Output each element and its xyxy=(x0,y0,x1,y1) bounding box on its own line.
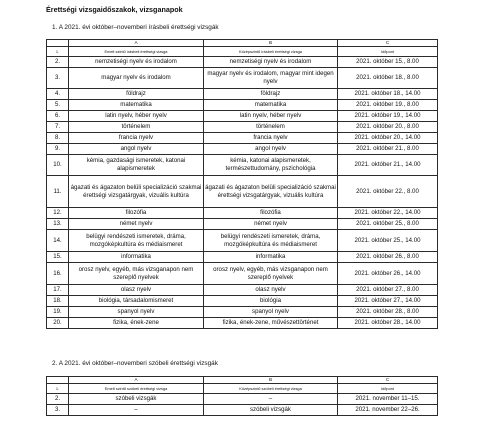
row-number: 5. xyxy=(47,100,69,111)
advanced-level-subject: magyar nyelv és irodalom xyxy=(69,68,204,89)
exam-time: 2021. október 18., 8.00 xyxy=(338,68,438,89)
advanced-level-subject: orosz nyelv, egyéb, más vizsganapon nem szereplő nyelvek xyxy=(69,263,204,285)
row-number: 1. xyxy=(47,384,69,394)
exam-time: 2021. október 15., 8.00 xyxy=(338,57,438,68)
column-letter-row xyxy=(47,377,438,384)
row-number: 18. xyxy=(47,296,69,307)
column-title-row xyxy=(47,384,438,394)
table-row xyxy=(47,318,438,329)
table-row xyxy=(47,394,438,405)
table-row xyxy=(47,100,438,111)
row-number: 13. xyxy=(47,219,69,230)
section-1-title: 1. A 2021. évi október–novemberi írásbeli érettségi vizsgák xyxy=(52,24,219,31)
advanced-level-subject: francia nyelv xyxy=(69,133,204,144)
advanced-level-subject: biológia, társadalomismeret xyxy=(69,296,204,307)
table-row xyxy=(47,89,438,100)
advanced-level-subject: ágazati és ágazaton belüli specializáció szakmai érettségi vizsgatárgyak, vizuális kultúra xyxy=(69,176,204,208)
column-title: Középszintű szóbeli érettségi vizsga xyxy=(204,384,338,394)
intermediate-level-subject: nemzetiségi nyelv és irodalom xyxy=(204,57,338,68)
corner-cell xyxy=(47,40,69,47)
exam-time: 2021. október 28., 8.00 xyxy=(338,307,438,318)
row-number: 15. xyxy=(47,252,69,263)
exam-time: 2021. október 26., 8.00 xyxy=(338,252,438,263)
table-row xyxy=(47,219,438,230)
row-number: 1. xyxy=(47,47,69,57)
row-number: 20. xyxy=(47,318,69,329)
row-number: 3. xyxy=(47,405,69,416)
advanced-level-subject: olasz nyelv xyxy=(69,285,204,296)
intermediate-level-subject: latin nyelv, héber nyelv xyxy=(204,111,338,122)
intermediate-level-subject: belügyi rendészeti ismeretek, dráma, mozgóképkultúra és médiaismeret xyxy=(204,230,338,252)
table-row xyxy=(47,285,438,296)
row-number: 6. xyxy=(47,111,69,122)
column-title: Időpont xyxy=(338,47,438,57)
intermediate-level-subject: informatika xyxy=(204,252,338,263)
column-header: B xyxy=(204,377,338,384)
table-row xyxy=(47,68,438,89)
table-row xyxy=(47,252,438,263)
advanced-level-subject: földrajz xyxy=(69,89,204,100)
intermediate-level-subject: matematika xyxy=(204,100,338,111)
table-row xyxy=(47,133,438,144)
exam-time: 2021. október 22., 8.00 xyxy=(338,176,438,208)
advanced-level-subject: latin nyelv, héber nyelv xyxy=(69,111,204,122)
row-number: 12. xyxy=(47,208,69,219)
advanced-level-exam: – xyxy=(69,405,204,416)
table-row xyxy=(47,155,438,176)
intermediate-level-subject: ágazati és ágazaton belüli specializáció szakmai érettségi vizsgatárgyak, vizuális kultúra xyxy=(204,176,338,208)
exam-time: 2021. október 19., 14.00 xyxy=(338,111,438,122)
advanced-level-subject: spanyol nyelv xyxy=(69,307,204,318)
row-number: 19. xyxy=(47,307,69,318)
advanced-level-subject: történelem xyxy=(69,122,204,133)
exam-time: 2021. október 27., 8.00 xyxy=(338,285,438,296)
advanced-level-subject: matematika xyxy=(69,100,204,111)
row-number: 9. xyxy=(47,144,69,155)
table-row xyxy=(47,144,438,155)
page-title: Érettségi vizsgaidőszakok, vizsganapok xyxy=(46,5,183,14)
intermediate-level-subject: német nyelv xyxy=(204,219,338,230)
intermediate-level-subject: kémia, katonai alapismeretek, természettudomány, pszichológia xyxy=(204,155,338,176)
section-2-title: 2. A 2021. évi október–novemberi szóbeli érettségi vizsgák xyxy=(52,360,218,367)
exam-time: 2021. október 18., 14.00 xyxy=(338,89,438,100)
row-number: 8. xyxy=(47,133,69,144)
column-header: C xyxy=(338,40,438,47)
intermediate-level-subject: fizika, ének-zene, művészettörténet xyxy=(204,318,338,329)
column-header: A xyxy=(69,40,204,47)
exam-time: 2021. október 20., 14.00 xyxy=(338,133,438,144)
intermediate-level-subject: magyar nyelv és irodalom, magyar mint idegen nyelv xyxy=(204,68,338,89)
row-number: 14. xyxy=(47,230,69,252)
advanced-level-subject: informatika xyxy=(69,252,204,263)
row-number: 16. xyxy=(47,263,69,285)
column-header: C xyxy=(338,377,438,384)
table-row xyxy=(47,230,438,252)
table-row xyxy=(47,208,438,219)
table-row xyxy=(47,57,438,68)
column-header: B xyxy=(204,40,338,47)
exam-time: 2021. október 26., 14.00 xyxy=(338,263,438,285)
intermediate-level-subject: francia nyelv xyxy=(204,133,338,144)
row-number: 11. xyxy=(47,176,69,208)
oral-exams-table xyxy=(46,376,438,416)
intermediate-level-subject: történelem xyxy=(204,122,338,133)
row-number: 2. xyxy=(47,394,69,405)
intermediate-level-exam: szóbeli vizsgák xyxy=(204,405,338,416)
row-number: 4. xyxy=(47,89,69,100)
row-number: 10. xyxy=(47,155,69,176)
intermediate-level-subject: olasz nyelv xyxy=(204,285,338,296)
intermediate-level-subject: földrajz xyxy=(204,89,338,100)
advanced-level-subject: kémia, gazdasági ismeretek, katonai alapismeretek xyxy=(69,155,204,176)
table-row xyxy=(47,263,438,285)
exam-time: 2021. október 22., 14.00 xyxy=(338,208,438,219)
exam-time: 2021. október 25., 8.00 xyxy=(338,219,438,230)
advanced-level-subject: angol nyelv xyxy=(69,144,204,155)
row-number: 7. xyxy=(47,122,69,133)
intermediate-level-subject: filozófia xyxy=(204,208,338,219)
advanced-level-exam: szóbeli vizsgák xyxy=(69,394,204,405)
column-title: Emelt szintű írásbeli érettségi vizsga xyxy=(69,47,204,57)
column-title: Emelt szintű szóbeli érettségi vizsga xyxy=(69,384,204,394)
table-row xyxy=(47,296,438,307)
row-number: 3. xyxy=(47,68,69,89)
intermediate-level-subject: biológia xyxy=(204,296,338,307)
column-letter-row xyxy=(47,40,438,47)
column-header: A xyxy=(69,377,204,384)
table-row xyxy=(47,405,438,416)
exam-time: 2021. október 25., 14.00 xyxy=(338,230,438,252)
advanced-level-subject: filozófia xyxy=(69,208,204,219)
intermediate-level-subject: orosz nyelv, egyéb, más vizsganapon nem szereplő nyelvek xyxy=(204,263,338,285)
column-title-row xyxy=(47,47,438,57)
intermediate-level-exam: – xyxy=(204,394,338,405)
column-title: Középszintű írásbeli érettségi vizsga xyxy=(204,47,338,57)
row-number: 2. xyxy=(47,57,69,68)
advanced-level-subject: nemzetiségi nyelv és irodalom xyxy=(69,57,204,68)
advanced-level-subject: belügyi rendészeti ismeretek, dráma, mozgóképkultúra és médiaismeret xyxy=(69,230,204,252)
exam-time: 2021. október 21., 8.00 xyxy=(338,144,438,155)
table-row xyxy=(47,111,438,122)
exam-time: 2021. október 21., 14.00 xyxy=(338,155,438,176)
exam-period: 2021. november 22–26. xyxy=(338,405,438,416)
advanced-level-subject: fizika, ének-zene xyxy=(69,318,204,329)
row-number: 17. xyxy=(47,285,69,296)
exam-time: 2021. október 19., 8.00 xyxy=(338,100,438,111)
intermediate-level-subject: spanyol nyelv xyxy=(204,307,338,318)
table-row xyxy=(47,122,438,133)
intermediate-level-subject: angol nyelv xyxy=(204,144,338,155)
table-row xyxy=(47,307,438,318)
exam-time: 2021. október 28., 14.00 xyxy=(338,318,438,329)
table-row xyxy=(47,176,438,208)
exam-time: 2021. október 20., 8.00 xyxy=(338,122,438,133)
written-exams-table xyxy=(46,39,438,329)
corner-cell xyxy=(47,377,69,384)
advanced-level-subject: német nyelv xyxy=(69,219,204,230)
column-title: Időpont xyxy=(338,384,438,394)
exam-time: 2021. október 27., 14.00 xyxy=(338,296,438,307)
exam-period: 2021. november 11–15. xyxy=(338,394,438,405)
